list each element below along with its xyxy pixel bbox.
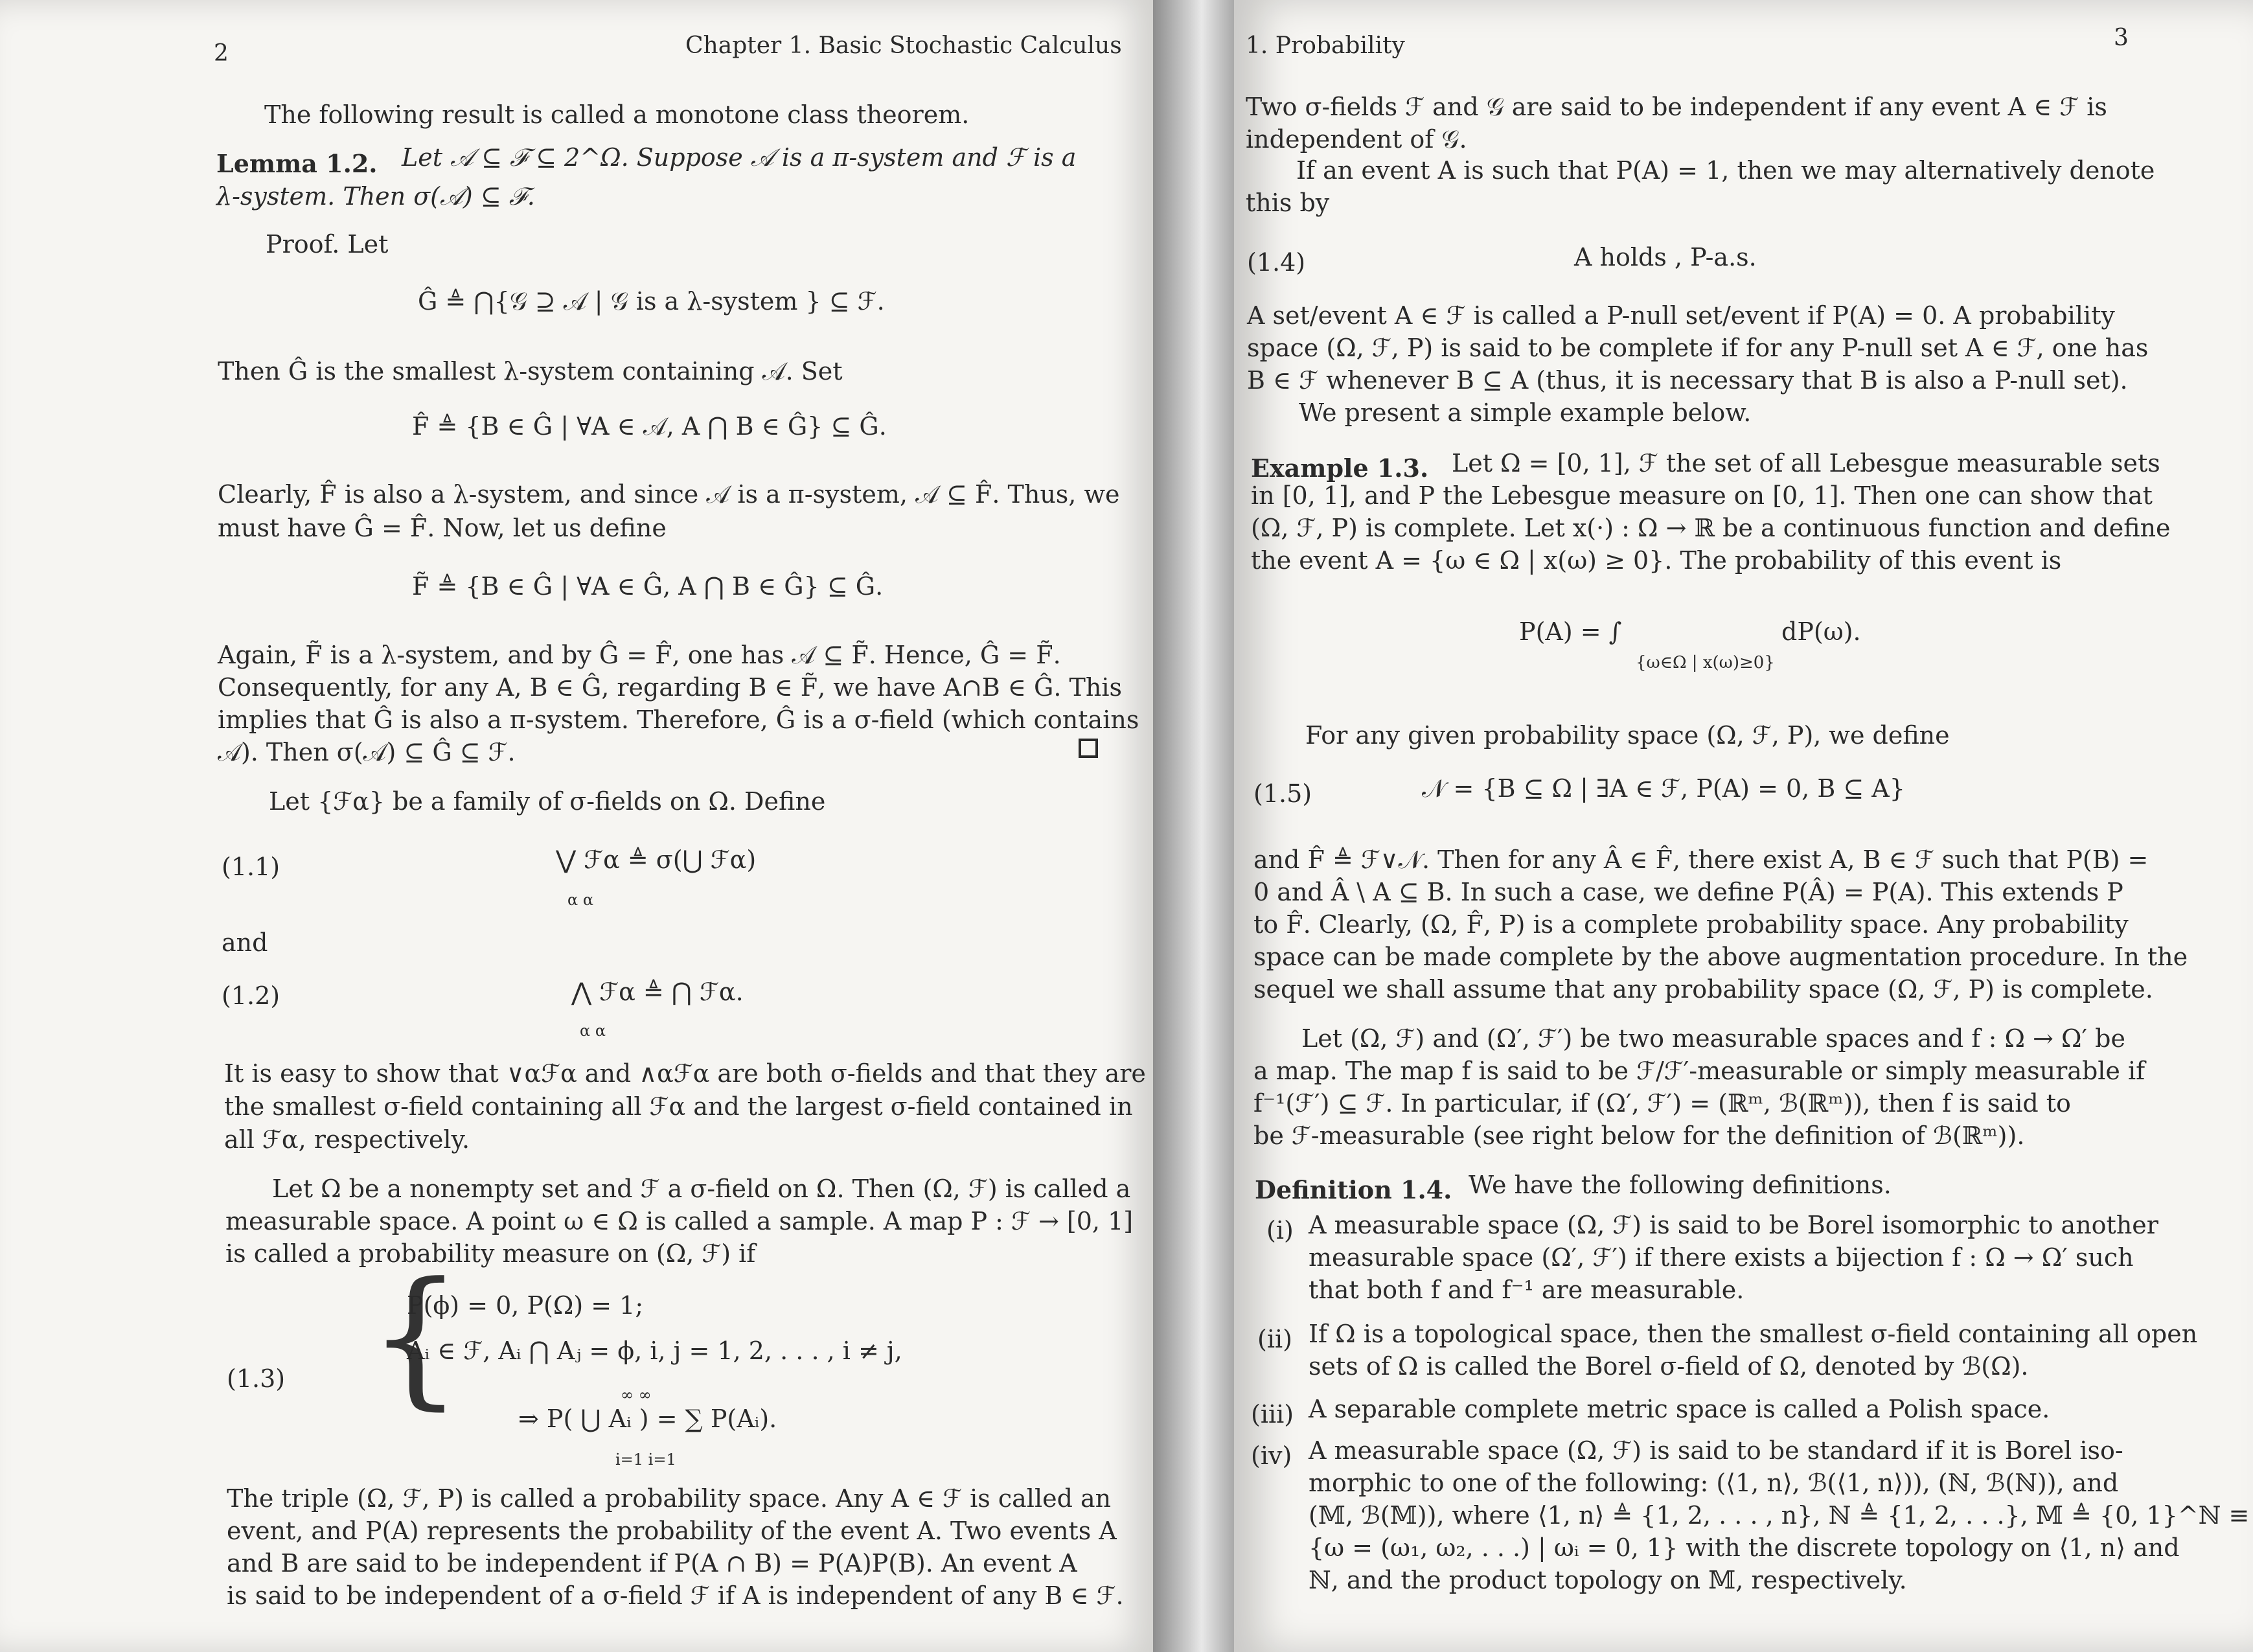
text-line: 0 and Â \ A ⊆ B. In such a case, we define P(Â) = P(A). This extends P (1253, 878, 2123, 906)
list-marker: (i) (1266, 1216, 1294, 1245)
left-page-number: 2 (214, 40, 229, 67)
equation-number: (1.3) (227, 1364, 286, 1393)
text-line: A measurable space (Ω, ℱ) is said to be Borel isomorphic to another (1309, 1211, 2158, 1239)
text-line: and (222, 928, 268, 957)
text-line: Let Ω = [0, 1], ℱ the set of all Lebesgue measurable sets (1452, 449, 2160, 477)
text-line: and F̂ ≜ ℱ∨𝒩. Then for any Â ∈ F̂, there exist A, B ∈ ℱ such that P(B) = (1253, 845, 2149, 874)
text-line: A measurable space (Ω, ℱ) is said to be standard if it is Borel iso- (1309, 1436, 2123, 1465)
text-line: the smallest σ-field containing all ℱα and the largest σ-field contained in (224, 1092, 1133, 1121)
display-equation: dP(ω). (1781, 617, 1861, 646)
display-equation: P(ϕ) = 0, P(Ω) = 1; (407, 1291, 644, 1320)
equation-subscripts: i=1 i=1 (615, 1451, 676, 1469)
proof-label: Proof. Let (266, 230, 389, 258)
right-running-head: 1. Probability (1246, 32, 1405, 59)
text-line: It is easy to show that ∨αℱα and ∧αℱα are both σ-fields and that they are (224, 1059, 1146, 1088)
text-line: sequel we shall assume that any probability space (Ω, ℱ, P) is complete. (1253, 975, 2153, 1004)
display-equation: 𝒩 = {B ⊆ Ω | ∃A ∈ ℱ, P(A) = 0, B ⊆ A} (1422, 774, 1905, 803)
text-line: the event A = {ω ∈ Ω | x(ω) ≥ 0}. The probability of this event is (1251, 546, 2062, 575)
text-line: be ℱ-measurable (see right below for the definition of ℬ(ℝᵐ)). (1253, 1121, 2025, 1150)
text-line: We have the following definitions. (1469, 1171, 1892, 1199)
equation-subscripts: α α (567, 891, 594, 909)
text-line: f⁻¹(ℱ′) ⊆ ℱ. In particular, if (Ω′, ℱ′) = (ℝᵐ, ℬ(ℝᵐ)), then f is said to (1253, 1089, 2071, 1118)
equation-number: (1.5) (1253, 779, 1312, 808)
integral-subscript: {ω∈Ω | x(ω)≥0} (1636, 653, 1775, 672)
text-line: A separable complete metric space is called a Polish space. (1309, 1395, 2050, 1423)
text-line: Two σ-fields ℱ and 𝒢 are said to be independent if any event A ∈ ℱ is (1246, 93, 2107, 121)
text-line: Again, F̃ is a λ-system, and by Ĝ = F̂, one has 𝒜 ⊆ F̃. Hence, Ĝ = F̃. (218, 641, 1061, 669)
text-line: Then Ĝ is the smallest λ-system containing 𝒜. Set (218, 357, 843, 385)
text-line: We present a simple example below. (1299, 398, 1752, 427)
text-line: Consequently, for any A, B ∈ Ĝ, regarding B ∈ F̃, we have A∩B ∈ Ĝ. This (218, 673, 1122, 702)
book-gutter (1153, 0, 1234, 1652)
text-line: Clearly, F̂ is also a λ-system, and since 𝒜 is a π-system, 𝒜 ⊆ F̂. Thus, we (218, 480, 1120, 509)
text-line: in [0, 1], and P the Lebesgue measure on [0, 1]. Then one can show that (1251, 481, 2153, 510)
text-line: 𝒜). Then σ(𝒜) ⊆ Ĝ ⊆ ℱ. (218, 738, 516, 766)
text-line: (Ω, ℱ, P) is complete. Let x(·) : Ω → ℝ be a continuous function and define (1251, 514, 2171, 542)
display-equation: F̂ ≜ {B ∈ Ĝ | ∀A ∈ 𝒜, A ⋂ B ∈ Ĝ} ⊆ Ĝ. (412, 412, 887, 441)
text-line: measurable space (Ω′, ℱ′) if there exists a bijection f : Ω → Ω′ such (1309, 1243, 2134, 1272)
display-equation: ⇒ P( ⋃ Aᵢ ) = ∑ P(Aᵢ). (518, 1405, 777, 1433)
text-line: all ℱα, respectively. (224, 1125, 470, 1154)
text-line: Let Ω be a nonempty set and ℱ a σ-field on Ω. Then (Ω, ℱ) is called a (272, 1175, 1131, 1203)
equation-superscripts: ∞ ∞ (621, 1386, 652, 1404)
equation-subscripts: α α (580, 1022, 606, 1040)
equation-number: (1.2) (222, 981, 280, 1010)
text-line: that both f and f⁻¹ are measurable. (1309, 1276, 1744, 1304)
text-line: implies that Ĝ is also a π-system. Therefore, Ĝ is a σ-field (which contains (218, 706, 1139, 734)
text-line: morphic to one of the following: (⟨1, n⟩, ℬ(⟨1, n⟩)), (ℕ, ℬ(ℕ)), and (1309, 1469, 2119, 1497)
text-line: measurable space. A point ω ∈ Ω is called a sample. A map P : ℱ → [0, 1] (225, 1207, 1134, 1235)
text-line: If Ω is a topological space, then the smallest σ-field containing all open (1309, 1320, 2198, 1348)
right-page (1234, 0, 2253, 1652)
text-line: Let 𝒜 ⊆ ℱ ⊆ 2^Ω. Suppose 𝒜 is a π-system and ℱ is a (402, 143, 1077, 172)
right-page-number: 3 (2114, 25, 2129, 51)
text-line: sets of Ω is called the Borel σ-field of Ω, denoted by ℬ(Ω). (1309, 1352, 2029, 1381)
equation-number: (1.4) (1247, 248, 1306, 277)
text-line: is called a probability measure on (Ω, ℱ) if (225, 1239, 756, 1268)
display-equation: ⋁ ℱα ≜ σ(⋃ ℱα) (556, 845, 757, 874)
text-line: ℕ, and the product topology on 𝕄, respectively. (1309, 1566, 1907, 1594)
text-line: a map. The map f is said to be ℱ/ℱ′-measurable or simply measurable if (1253, 1057, 2145, 1085)
display-equation: F̃ ≜ {B ∈ Ĝ | ∀A ∈ Ĝ, A ⋂ B ∈ Ĝ} ⊆ Ĝ. (412, 572, 884, 601)
left-running-head: Chapter 1. Basic Stochastic Calculus (685, 32, 1122, 59)
text-line: λ-system. Then σ(𝒜) ⊆ ℱ. (216, 182, 535, 211)
equation-number: (1.1) (222, 853, 280, 881)
text-line: For any given probability space (Ω, ℱ, P), we define (1305, 721, 1950, 750)
list-marker: (iii) (1251, 1400, 1294, 1428)
example-label: Example 1.3. (1251, 453, 1429, 483)
text-line: and B are said to be independent if P(A ∩ B) = P(A)P(B). An event A (227, 1549, 1077, 1577)
display-equation: A holds , P-a.s. (1574, 243, 1757, 271)
qed-square-icon (1079, 739, 1098, 758)
display-equation: Aᵢ ∈ ℱ, Aᵢ ⋂ Aⱼ = ϕ, i, j = 1, 2, . . . , i ≠ j, (407, 1337, 902, 1365)
text-line: space (Ω, ℱ, P) is said to be complete if for any P-null set A ∈ ℱ, one has (1247, 334, 2149, 362)
text-line: must have Ĝ = F̂. Now, let us define (218, 514, 667, 542)
display-equation: P(A) = ∫ (1519, 617, 1622, 646)
text-line: independent of 𝒢. (1246, 125, 1467, 154)
text-line: Let (Ω, ℱ) and (Ω′, ℱ′) be two measurable spaces and f : Ω → Ω′ be (1301, 1024, 2125, 1053)
text-line: {ω = (ω₁, ω₂, . . .) | ωᵢ = 0, 1} with the discrete topology on ⟨1, n⟩ and (1309, 1533, 2180, 1562)
text-line: Let {ℱα} be a family of σ-fields on Ω. Define (269, 787, 826, 816)
text-line: The following result is called a monotone class theorem. (264, 100, 970, 129)
text-line: The triple (Ω, ℱ, P) is called a probability space. Any A ∈ ℱ is called an (227, 1484, 1112, 1513)
text-line: B ∈ ℱ whenever B ⊆ A (thus, it is necessary that B is also a P-null set). (1247, 366, 2128, 395)
text-line: to F̂. Clearly, (Ω, F̂, P) is a complete probability space. Any probability (1253, 910, 2129, 939)
list-marker: (ii) (1257, 1325, 1292, 1353)
display-equation: Ĝ ≜ ⋂{𝒢 ⊇ 𝒜 | 𝒢 is a λ-system } ⊆ ℱ. (418, 287, 885, 315)
lemma-label: Lemma 1.2. (216, 149, 378, 178)
left-brace: { (368, 1251, 463, 1424)
text-line: is said to be independent of a σ-field ℱ if A is independent of any B ∈ ℱ. (227, 1581, 1124, 1610)
text-line: If an event A is such that P(A) = 1, then we may alternatively denote (1296, 156, 2155, 185)
text-line: space can be made complete by the above augmentation procedure. In the (1253, 943, 2188, 971)
display-equation: ⋀ ℱα ≜ ⋂ ℱα. (571, 978, 744, 1006)
text-line: A set/event A ∈ ℱ is called a P-null set/event if P(A) = 0. A probability (1247, 301, 2115, 330)
text-line: this by (1246, 189, 1330, 217)
definition-label: Definition 1.4. (1255, 1175, 1452, 1204)
list-marker: (iv) (1251, 1441, 1292, 1470)
text-line: (𝕄, ℬ(𝕄)), where ⟨1, n⟩ ≜ {1, 2, . . . , n}, ℕ ≜ {1, 2, . . .}, 𝕄 ≜ {0, 1}^ℕ ≡ (1309, 1501, 2250, 1530)
text-line: event, and P(A) represents the probability of the event A. Two events A (227, 1517, 1117, 1545)
